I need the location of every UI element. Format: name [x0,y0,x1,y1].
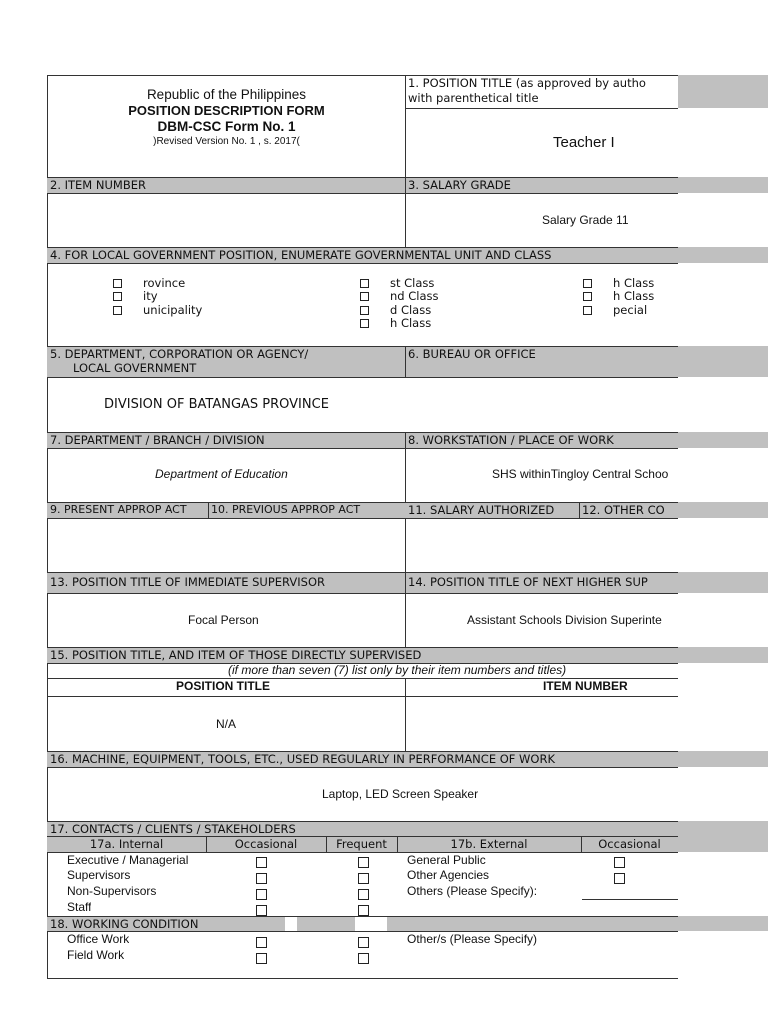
checkbox-exec-frequent[interactable] [358,857,369,868]
working-office: Office Work [67,932,130,946]
header-form-number: DBM-CSC Form No. 1 [157,119,296,134]
class-6-label: h Class [613,289,655,303]
s12-label: 12. OTHER CO [582,503,665,517]
col-item-number: ITEM NUMBER [543,679,628,693]
others-specify-line[interactable] [582,899,678,900]
divider [405,346,406,377]
checkbox-field-occasional[interactable] [256,953,267,964]
divider [405,572,406,647]
checkbox-province[interactable] [113,279,122,288]
divider [405,75,406,178]
s5-label-b: LOCAL GOVERNMENT [73,361,197,375]
right-gray-strip-1 [678,75,768,108]
header-block [48,87,405,149]
s8-label: 8. WORKSTATION / PLACE OF WORK [408,433,614,447]
divider [405,108,678,109]
checkbox-municipality[interactable] [113,306,122,315]
s3-label: 3. SALARY GRADE [408,178,511,192]
divider [405,678,406,751]
equipment-value: Laptop, LED Screen Speaker [322,787,479,801]
divider [47,572,678,573]
lgu-city-label: ity [143,289,158,303]
s17-occasional-b-header: Occasional [598,837,661,851]
working-field: Field Work [67,948,125,962]
s2-label: 2. ITEM NUMBER [50,178,146,192]
s1-label-a: 1. POSITION TITLE (as approved by autho [408,76,646,90]
s18-header-bar-right [387,916,768,931]
s15-label: 15. POSITION TITLE, AND ITEM OF THOSE DIRECTLY SUPERVISED [50,648,422,662]
checkbox-class-1[interactable] [360,279,369,288]
divider [47,767,678,768]
checkbox-class-6[interactable] [583,292,592,301]
checkbox-special[interactable] [583,306,592,315]
working-other-specify: Other/s (Please Specify) [407,932,538,946]
internal-supervisors: Supervisors [67,868,131,882]
s17-occasional-header: Occasional [234,837,298,851]
lgu-province-label: rovince [143,276,186,290]
s5-label-a: 5. DEPARTMENT, CORPORATION OR AGENCY/ [50,347,309,361]
checkbox-sup-frequent[interactable] [358,873,369,884]
s17-frequent-header: Frequent [336,837,387,851]
checkbox-class-2[interactable] [360,292,369,301]
divider [579,502,580,518]
s17-internal-header: 17a. Internal [89,837,164,851]
s18-header-bar-mid [297,916,355,931]
class-1-label: st Class [390,276,435,290]
divider [47,931,678,932]
s18-label: 18. WORKING CONDITION [50,917,199,931]
divider [47,593,678,594]
s17-external-header: 17b. External [450,837,528,851]
divider [47,193,678,194]
external-other-agencies: Other Agencies [407,868,490,882]
s10-label: 10. PREVIOUS APPROP ACT [211,503,361,516]
checkbox-nonsup-occasional[interactable] [256,889,267,900]
checkbox-staff-occasional[interactable] [256,905,267,916]
class-3-label: d Class [390,303,432,317]
header-form-title: POSITION DESCRIPTION FORM [128,103,325,118]
divider [47,448,678,449]
checkbox-agencies-occasional[interactable] [614,873,625,884]
s16-label: 16. MACHINE, EQUIPMENT, TOOLS, ETC., USED REGULARLY IN PERFORMANCE OF WORK [50,752,556,766]
position-title-value: Teacher I [553,134,615,151]
checkbox-public-occasional[interactable] [614,857,625,868]
class-2-label: nd Class [390,289,439,303]
header-revision: )Revised Version No. 1 , s. 2017( [153,136,300,147]
s11-label: 11. SALARY AUTHORIZED [408,503,555,517]
class-4-label: h Class [390,316,432,330]
external-others-specify: Others (Please Specify): [407,884,538,898]
col-position-title: POSITION TITLE [176,679,271,693]
divider [47,263,678,264]
workstation-value: SHS withinTingloy Central Schoo [492,467,669,481]
checkbox-office-occasional[interactable] [256,937,267,948]
supervisor-value: Focal Person [188,613,259,627]
divider [47,696,678,697]
branch-value: Department of Education [155,467,288,481]
internal-non-supervisors: Non-Supervisors [67,884,157,898]
bottom-border [47,978,678,979]
s9-label: 9. PRESENT APPROP ACT [50,503,187,516]
special-label: pecial [613,303,648,317]
department-value: DIVISION OF BATANGAS PROVINCE [104,397,329,412]
checkbox-class-3[interactable] [360,306,369,315]
s1-label-b: with parenthetical title [408,91,539,105]
checkbox-class-4[interactable] [360,319,369,328]
internal-staff: Staff [67,900,92,914]
s14-label: 14. POSITION TITLE OF NEXT HIGHER SUP [408,575,648,589]
checkbox-sup-occasional[interactable] [256,873,267,884]
lgu-municipality-label: unicipality [143,303,203,317]
divider [47,518,678,519]
s17-label: 17. CONTACTS / CLIENTS / STAKEHOLDERS [50,822,296,836]
header-republic: Republic of the Philippines [146,87,307,102]
divider [47,377,678,378]
checkbox-city[interactable] [113,292,122,301]
class-5-label: h Class [613,276,655,290]
checkbox-class-5[interactable] [583,279,592,288]
checkbox-nonsup-frequent[interactable] [358,889,369,900]
divider [208,502,209,518]
s13-label: 13. POSITION TITLE OF IMMEDIATE SUPERVISOR [50,575,325,589]
salary-grade-value: Salary Grade 11 [542,213,629,227]
next-higher-value: Assistant Schools Division Superinte [467,613,662,627]
s7-label: 7. DEPARTMENT / BRANCH / DIVISION [50,433,265,447]
checkbox-staff-frequent[interactable] [358,905,369,916]
supervised-value: N/A [216,717,237,731]
divider [405,177,406,247]
checkbox-office-frequent[interactable] [358,937,369,948]
s15-note: (if more than seven (7) list only by their item numbers and titles) [228,663,567,677]
checkbox-exec-occasional[interactable] [256,857,267,868]
s6-label: 6. BUREAU OR OFFICE [408,347,536,361]
internal-executive: Executive / Managerial [67,853,189,867]
checkbox-field-frequent[interactable] [358,953,369,964]
s4-label: 4. FOR LOCAL GOVERNMENT POSITION, ENUMERATE GOVERNMENTAL UNIT AND CLASS [50,248,552,262]
external-general-public: General Public [407,853,486,867]
